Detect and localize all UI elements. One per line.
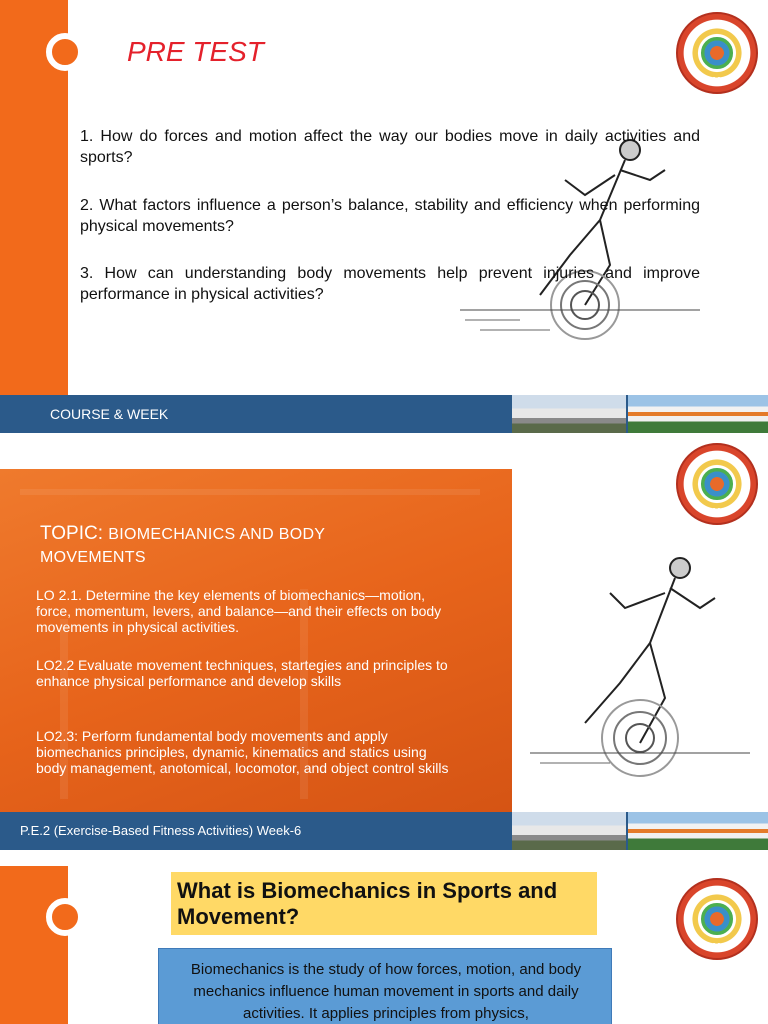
campus-building-photo <box>512 395 626 433</box>
page-title: PRE TEST <box>127 36 264 67</box>
topic-title <box>40 523 420 569</box>
campus-building-photo <box>628 395 768 433</box>
learning-outcome-1: LO 2.1. Determine the key elements of biomechanics—motion, force, momentum, levers, and balance—and their effects on body movements in physical activities. <box>36 587 442 635</box>
college-seal-logo <box>676 443 758 525</box>
campus-building-photo <box>512 812 626 850</box>
learning-outcome-2: LO2.2 Evaluate movement techniques, startegies and principles to enhance physical performance and develop skills <box>36 657 448 689</box>
seal-year: 1993 <box>707 943 727 951</box>
slide-topic <box>0 433 768 866</box>
learning-outcome-3: LO2.3: Perform fundamental body movements and apply biomechanics principles, dynamic, kinematics and statics using body management, anotomical, locomotor, and object control skills <box>36 728 449 776</box>
slide-what-is-biomechanics <box>0 866 768 1024</box>
runner-sketch-image <box>530 548 760 783</box>
topic-text: BIOMECHANICS AND BODY MOVEMENTS <box>40 526 325 566</box>
seal-year: 1993 <box>707 77 727 85</box>
orange-side-bar <box>0 866 68 1024</box>
definition-text: Biomechanics is the study of how forces, motion, and body mechanics influence human movement in sports and daily activities. It applies principles from physics, <box>190 961 582 1022</box>
question-2: 2. What factors influence a person’s balance, stability and efficiency when performing physical movements? <box>80 197 700 235</box>
ring-decoration-icon <box>46 898 84 936</box>
campus-building-photo <box>628 812 768 850</box>
footer-course-week: COURSE & WEEK <box>50 406 169 422</box>
footer-course-week: P.E.2 (Exercise-Based Fitness Activities) Week-6 <box>20 823 302 838</box>
question-3: 3. How can understanding body movements help prevent injuries and improve performance in physical activities? <box>80 265 700 303</box>
footer-bar <box>0 812 768 850</box>
section-heading: What is Biomechanics in Sports and Movement? <box>177 878 558 929</box>
heading-box <box>171 872 597 935</box>
question-1: 1. How do forces and motion affect the way our bodies move in daily activities and sports? <box>80 128 700 166</box>
college-seal-logo <box>676 878 758 960</box>
seal-year: 1993 <box>707 508 727 516</box>
topic-label: TOPIC: <box>40 523 103 544</box>
ring-decoration-icon <box>46 33 84 71</box>
definition-box <box>158 948 612 1024</box>
college-seal-logo <box>676 12 758 94</box>
topic-panel <box>0 469 512 812</box>
footer-bar <box>0 395 768 433</box>
slide-pre-test <box>0 0 768 433</box>
